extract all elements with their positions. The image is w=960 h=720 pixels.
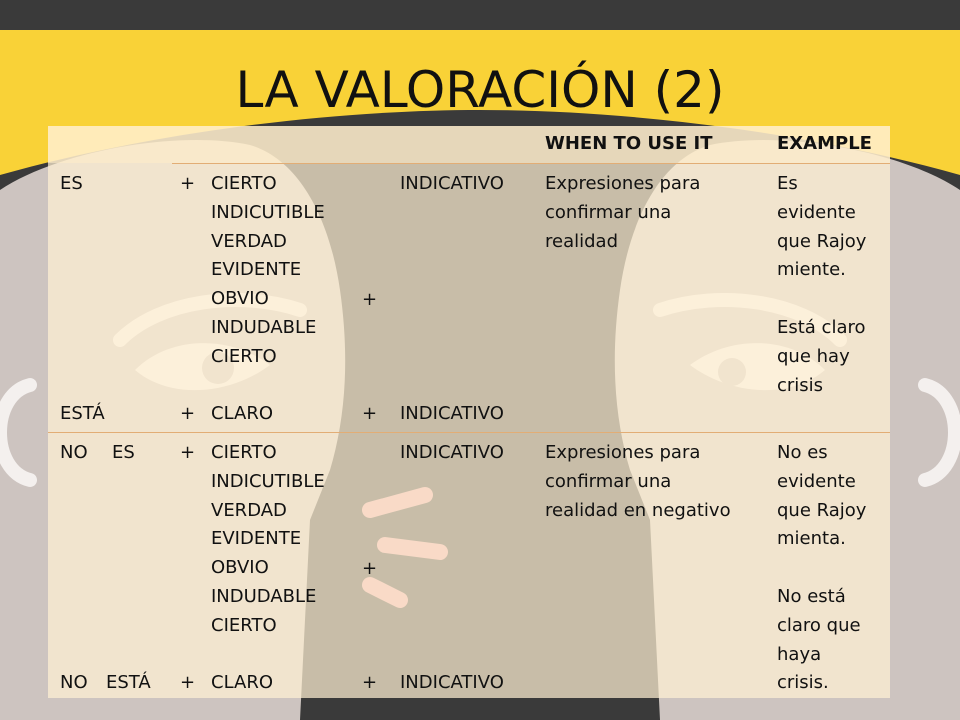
block2-plus-mid: + <box>362 558 378 579</box>
block2-plus-a: + <box>180 442 196 463</box>
block2-mood: INDICATIVO <box>400 442 504 463</box>
block1-when: Expresiones para confirmar una realidad <box>545 173 701 252</box>
block1-es: ES <box>60 173 83 194</box>
block1-mood2: INDICATIVO <box>400 403 504 424</box>
block1-plus-c: + <box>362 403 378 424</box>
block2-plus-c: + <box>362 672 378 693</box>
block1-mood: INDICATIVO <box>400 173 504 194</box>
block2-claro: CLARO <box>211 672 273 693</box>
block2-plus-b: + <box>180 672 196 693</box>
header-example: EXAMPLE <box>777 133 872 154</box>
block2-mood2: INDICATIVO <box>400 672 504 693</box>
table-header-row <box>48 126 890 163</box>
block1-esta: ESTÁ <box>60 403 105 424</box>
block2-es: ES <box>112 442 135 463</box>
block2-adjectives: CIERTO INDICUTIBLE VERDAD EVIDENTE OBVIO INDUDABLE CIERTO <box>211 442 325 636</box>
block1-example: Es evidente que Rajoy miente. Está claro que hay crisis <box>777 173 867 396</box>
header-when-to-use-it: WHEN TO USE IT <box>545 133 713 154</box>
row-divider <box>48 432 890 433</box>
block1-plus-a: + <box>180 173 196 194</box>
block2-no: NO <box>60 442 88 463</box>
block2-no2: NO <box>60 672 88 693</box>
header-divider <box>172 163 890 164</box>
block2-esta: ESTÁ <box>106 672 151 693</box>
block1-plus-b: + <box>180 403 196 424</box>
slide-title: LA VALORACIÓN (2) <box>235 61 725 119</box>
block1-claro: CLARO <box>211 403 273 424</box>
top-dark-band <box>0 0 960 28</box>
block1-adjectives: CIERTO INDICUTIBLE VERDAD EVIDENTE OBVIO INDUDABLE CIERTO <box>211 173 325 367</box>
block2-when: Expresiones para confirmar una realidad en negativo <box>545 442 731 521</box>
block1-plus-mid: + <box>362 289 378 310</box>
block2-example: No es evidente que Rajoy mienta. No está claro que haya crisis. <box>777 442 867 694</box>
valoracion-table <box>48 126 890 698</box>
